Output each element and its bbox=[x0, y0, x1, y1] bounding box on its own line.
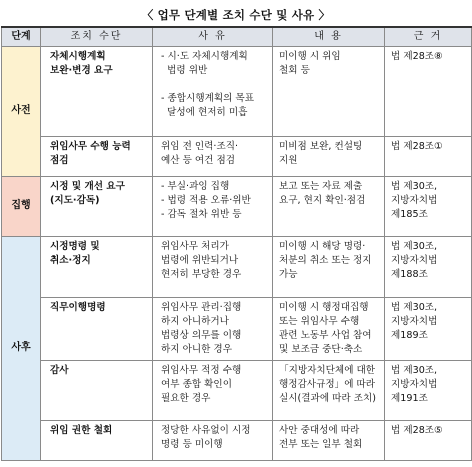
basis-cell bbox=[385, 46, 472, 136]
table-row bbox=[2, 420, 472, 460]
header-row bbox=[2, 27, 472, 46]
measure-cell bbox=[41, 360, 153, 420]
reason-text: 위임사무 관리·집행 하지 아니하거나 법령상 의무를 이행 하지 아니한 경우 bbox=[161, 301, 242, 355]
measure-text: 시정 및 개선 요구 (지도·감독) bbox=[50, 180, 125, 206]
measure-text: 자체시행계획 보완·변경 요구 bbox=[50, 50, 113, 76]
table-row bbox=[2, 176, 472, 236]
header-stage: 단계 bbox=[2, 27, 41, 46]
basis-text: 법 제28조① bbox=[391, 140, 443, 152]
table-row bbox=[2, 136, 472, 176]
content-cell bbox=[273, 360, 385, 420]
measure-text: 위임사무 수행 능력 점검 bbox=[50, 140, 131, 166]
reason-text: - 부실·과잉 집행 - 법령 적용 오류·위반 - 감독 절차 위반 등 bbox=[161, 180, 251, 220]
content-cell bbox=[273, 420, 385, 460]
content-text: 미이행 시 해당 명령· 처분의 취소 또는 정지 가능 bbox=[279, 240, 372, 280]
reason-text: 위임 전 인력·조직· 예산 등 여건 점검 bbox=[161, 140, 239, 166]
basis-cell bbox=[385, 420, 472, 460]
measures-table bbox=[1, 26, 472, 461]
content-text: 미이행 시 행정대집행 또는 위임사무 수행 관련 노동부 사업 참여 및 보조금 중단·축소 bbox=[279, 301, 372, 355]
content-cell bbox=[273, 236, 385, 297]
table-title: 〈 업무 단계별 조치 수단 및 사유 〉 bbox=[141, 8, 331, 22]
reason-cell bbox=[153, 136, 273, 176]
content-cell bbox=[273, 176, 385, 236]
content-cell bbox=[273, 136, 385, 176]
reason-text: 정당한 사유없이 시정 명령 등 미이행 bbox=[161, 424, 251, 450]
basis-cell bbox=[385, 360, 472, 420]
basis-text: 법 제30조, 지방자치법 제191조 bbox=[391, 364, 438, 404]
content-text: 미이행 시 위임 철회 등 bbox=[279, 50, 341, 76]
basis-cell bbox=[385, 236, 472, 297]
content-text: 「지방자치단체에 대한 행정감사규정」에 따라 실시(결과에 따라 조치) bbox=[279, 364, 376, 404]
basis-text: 법 제28조⑤ bbox=[391, 424, 443, 436]
stage-cell-exec: 집행 bbox=[2, 176, 41, 236]
stage-cell-post: 사후 bbox=[2, 236, 41, 460]
basis-text: 법 제30조, 지방자치법 제185조 bbox=[391, 180, 438, 220]
reason-cell bbox=[153, 297, 273, 360]
basis-text: 법 제30조, 지방자치법 제189조 bbox=[391, 301, 438, 341]
measure-text: 감사 bbox=[50, 364, 69, 376]
reason-cell bbox=[153, 236, 273, 297]
reason-cell bbox=[153, 176, 273, 236]
table-row bbox=[2, 360, 472, 420]
header-basis: 근 거 bbox=[385, 27, 472, 46]
basis-text: 법 제28조⑧ bbox=[391, 50, 443, 62]
measure-text: 시정명령 및 취소·정지 bbox=[50, 240, 100, 266]
content-text: 사안 중대성에 따라 전부 또는 일부 철회 bbox=[279, 424, 363, 450]
measure-cell bbox=[41, 297, 153, 360]
basis-cell bbox=[385, 297, 472, 360]
measure-cell bbox=[41, 420, 153, 460]
content-cell bbox=[273, 46, 385, 136]
basis-cell bbox=[385, 176, 472, 236]
header-content: 내 용 bbox=[273, 27, 385, 46]
table-row bbox=[2, 236, 472, 297]
measure-text: 위임 권한 철회 bbox=[50, 424, 113, 436]
measure-text: 직무이행명령 bbox=[50, 301, 106, 313]
reason-text: - 시·도 자체시행계획 법령 위반 - 종합시행계획의 목표 달성에 현저히 미흡 bbox=[161, 50, 254, 118]
content-cell bbox=[273, 297, 385, 360]
measure-cell bbox=[41, 136, 153, 176]
header-reason: 사 유 bbox=[153, 27, 273, 46]
stage-cell-pre: 사전 bbox=[2, 46, 41, 176]
measure-cell bbox=[41, 176, 153, 236]
reason-cell bbox=[153, 46, 273, 136]
table-row bbox=[2, 297, 472, 360]
measure-cell bbox=[41, 46, 153, 136]
reason-text: 위임사무 처리가 법령에 위반되거나 현저히 부당한 경우 bbox=[161, 240, 242, 280]
basis-text: 법 제30조, 지방자치법 제188조 bbox=[391, 240, 438, 280]
content-text: 미비점 보완, 컨설팅 지원 bbox=[279, 140, 363, 166]
basis-cell bbox=[385, 136, 472, 176]
table-row bbox=[2, 46, 472, 136]
reason-text: 위임사무 적정 수행 여부 종합 확인이 필요한 경우 bbox=[161, 364, 242, 404]
reason-cell bbox=[153, 420, 273, 460]
reason-cell bbox=[153, 360, 273, 420]
header-measure: 조치 수단 bbox=[41, 27, 153, 46]
measure-cell bbox=[41, 236, 153, 297]
content-text: 보고 또는 자료 제출 요구, 현지 확인·점검 bbox=[279, 180, 366, 206]
